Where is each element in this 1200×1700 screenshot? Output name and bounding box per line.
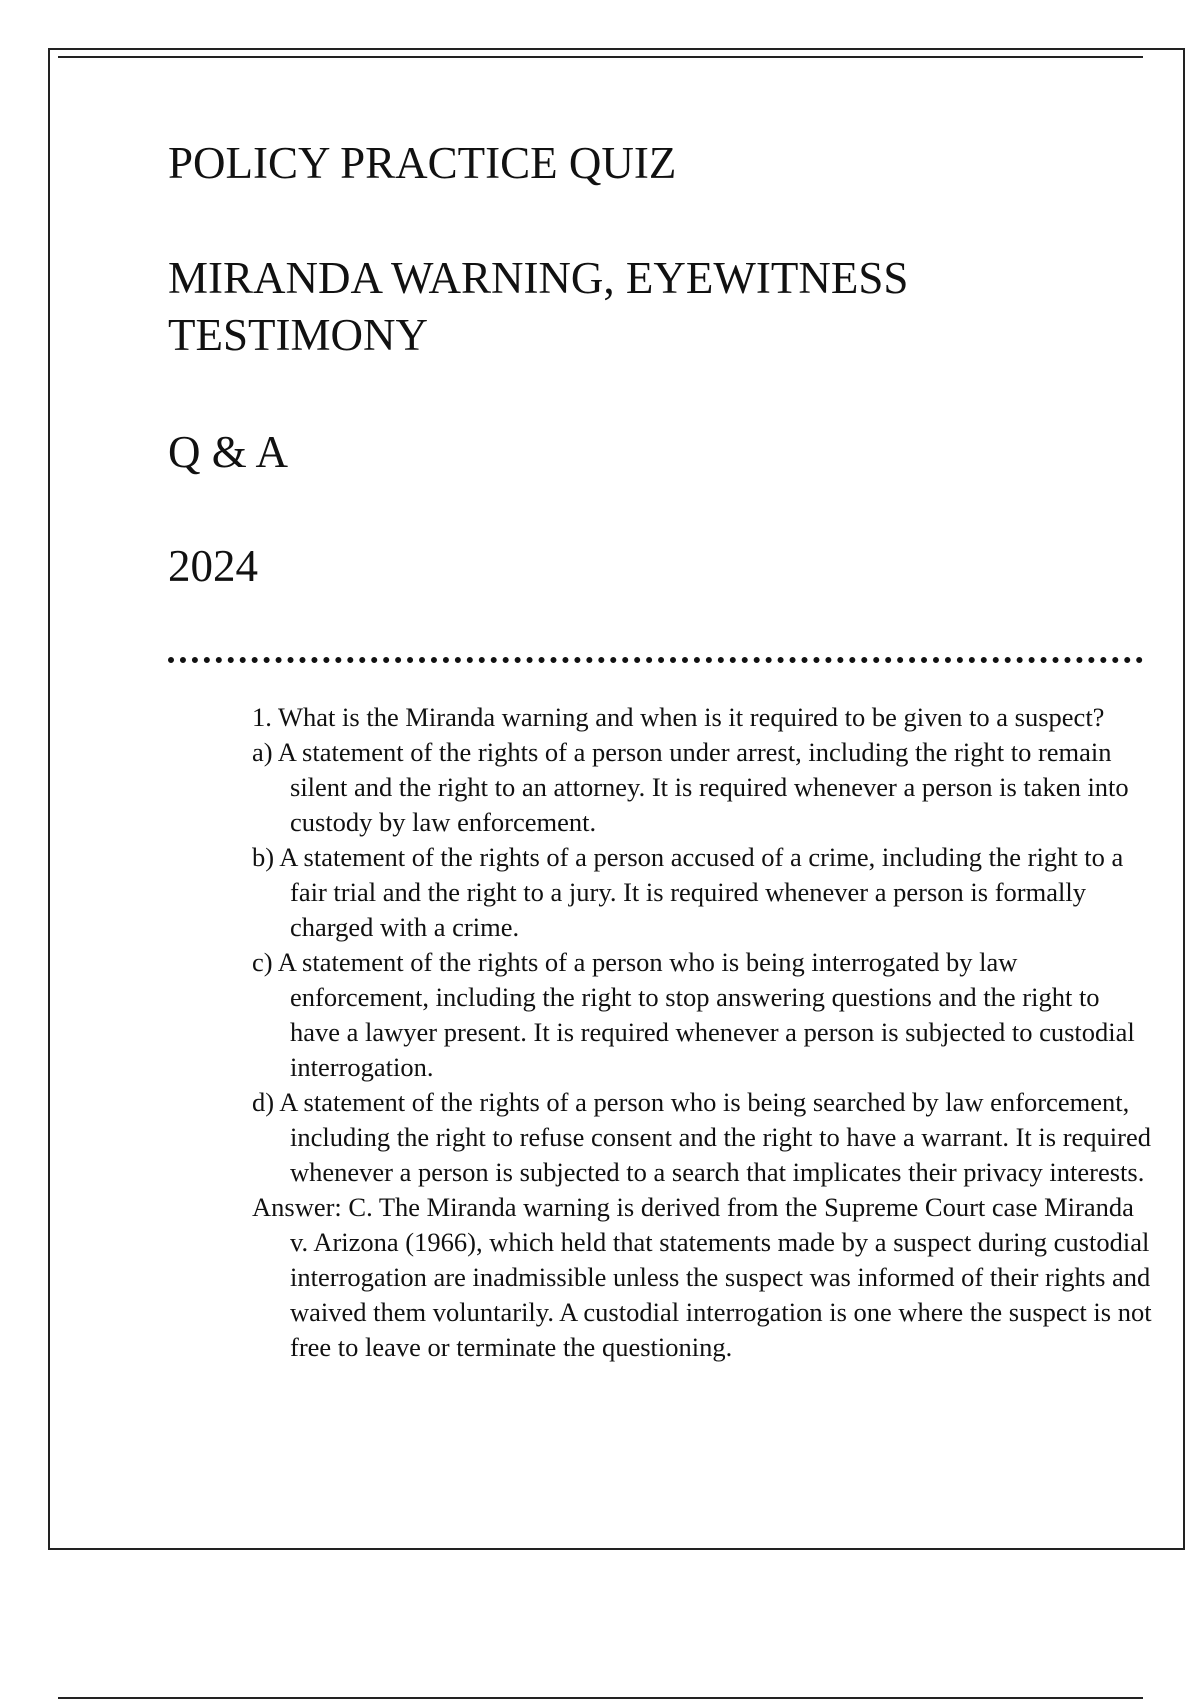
option-d: d) A statement of the rights of a person who is being searched by law enforcement, including the right to refuse consent and the right to have a warrant. It is required whenever a person is subjected to a search that implicates their privacy interests. <box>252 1087 1151 1187</box>
document-year: 2024 <box>168 541 258 591</box>
top-rule <box>58 56 1143 58</box>
document-title: POLICY PRACTICE QUIZ <box>168 138 677 188</box>
option-a: a) A statement of the rights of a person under arrest, including the right to remain silent and the right to an attorney. It is required whenever a person is taken into custody by law enforcement. <box>252 737 1129 837</box>
quiz-block <box>252 700 1152 1365</box>
document-subtitle: MIRANDA WARNING, EYEWITNESS TESTIMONY <box>168 253 909 360</box>
question-text: 1. What is the Miranda warning and when is it required to be given to a suspect? <box>252 702 1105 732</box>
section-label: Q & A <box>168 427 289 477</box>
answer-text: Answer: C. The Miranda warning is derived from the Supreme Court case Miranda v. Arizona (1966), which held that statements made by a suspect during custodial interrogation are inadmissible unless the suspect was informed of their rights and waived them voluntarily. A custodial interrogation is one where the suspect is not free to leave or terminate the questioning. <box>252 1192 1152 1362</box>
option-c: c) A statement of the rights of a person who is being interrogated by law enforcement, including the right to stop answering questions and the right to have a lawyer present. It is required whenever a person is subjected to custodial interrogation. <box>252 947 1135 1082</box>
bottom-rule <box>58 1697 1143 1699</box>
option-b: b) A statement of the rights of a person accused of a crime, including the right to a fair trial and the right to a jury. It is required whenever a person is formally charged with a crime. <box>252 842 1124 942</box>
dotted-divider <box>168 657 1143 663</box>
